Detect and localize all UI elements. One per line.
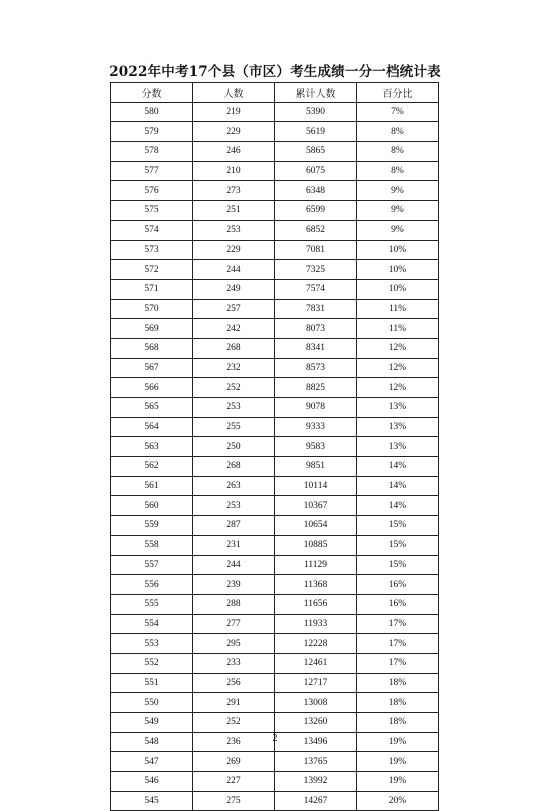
column-header-percent: 百分比 — [357, 83, 439, 103]
cell-score: 579 — [111, 122, 193, 142]
table-row — [111, 122, 439, 142]
cell-percent: 8% — [357, 161, 439, 181]
cell-score: 545 — [111, 791, 193, 811]
cell-percent: 10% — [357, 260, 439, 280]
cell-cumulative: 10367 — [275, 496, 357, 516]
table-row — [111, 772, 439, 792]
cell-percent: 9% — [357, 181, 439, 201]
table-row — [111, 594, 439, 614]
cell-count: 253 — [193, 398, 275, 418]
cell-score: 578 — [111, 142, 193, 162]
cell-percent: 14% — [357, 496, 439, 516]
cell-score: 568 — [111, 338, 193, 358]
cell-count: 236 — [193, 732, 275, 752]
cell-percent: 13% — [357, 437, 439, 457]
cell-score: 560 — [111, 496, 193, 516]
cell-count: 244 — [193, 555, 275, 575]
cell-score: 559 — [111, 516, 193, 536]
cell-score: 574 — [111, 220, 193, 240]
cell-percent: 13% — [357, 398, 439, 418]
cell-score: 563 — [111, 437, 193, 457]
cell-percent: 19% — [357, 752, 439, 772]
cell-cumulative: 14267 — [275, 791, 357, 811]
cell-score: 553 — [111, 634, 193, 654]
table-row — [111, 713, 439, 733]
cell-count: 250 — [193, 437, 275, 457]
cell-score: 580 — [111, 102, 193, 122]
cell-percent: 7% — [357, 102, 439, 122]
cell-percent: 17% — [357, 653, 439, 673]
cell-score: 562 — [111, 457, 193, 477]
cell-score: 576 — [111, 181, 193, 201]
table-row — [111, 181, 439, 201]
cell-percent: 13% — [357, 417, 439, 437]
cell-score: 547 — [111, 752, 193, 772]
cell-cumulative: 7831 — [275, 299, 357, 319]
table-row — [111, 634, 439, 654]
cell-cumulative: 6852 — [275, 220, 357, 240]
table-row — [111, 378, 439, 398]
cell-score: 556 — [111, 575, 193, 595]
cell-cumulative: 11368 — [275, 575, 357, 595]
cell-percent: 11% — [357, 319, 439, 339]
cell-percent: 17% — [357, 634, 439, 654]
cell-count: 287 — [193, 516, 275, 536]
cell-count: 231 — [193, 535, 275, 555]
cell-cumulative: 10114 — [275, 476, 357, 496]
cell-cumulative: 11933 — [275, 614, 357, 634]
cell-count: 269 — [193, 752, 275, 772]
cell-count: 242 — [193, 319, 275, 339]
column-header-score: 分数 — [111, 83, 193, 103]
cell-score: 554 — [111, 614, 193, 634]
cell-count: 295 — [193, 634, 275, 654]
cell-percent: 16% — [357, 594, 439, 614]
cell-percent: 14% — [357, 457, 439, 477]
cell-count: 229 — [193, 122, 275, 142]
cell-score: 577 — [111, 161, 193, 181]
table-row — [111, 142, 439, 162]
score-distribution-table — [110, 82, 439, 811]
cell-percent: 17% — [357, 614, 439, 634]
table-row — [111, 161, 439, 181]
table-row — [111, 575, 439, 595]
cell-percent: 15% — [357, 535, 439, 555]
table-row — [111, 791, 439, 811]
cell-count: 253 — [193, 496, 275, 516]
cell-cumulative: 10885 — [275, 535, 357, 555]
cell-cumulative: 12461 — [275, 653, 357, 673]
column-header-count: 人数 — [193, 83, 275, 103]
cell-percent: 19% — [357, 772, 439, 792]
table-row — [111, 102, 439, 122]
cell-percent: 14% — [357, 476, 439, 496]
cell-percent: 9% — [357, 201, 439, 221]
cell-cumulative: 8825 — [275, 378, 357, 398]
table-row — [111, 752, 439, 772]
cell-count: 232 — [193, 358, 275, 378]
table-row — [111, 496, 439, 516]
cell-percent: 8% — [357, 122, 439, 142]
cell-cumulative: 8573 — [275, 358, 357, 378]
cell-cumulative: 5619 — [275, 122, 357, 142]
cell-count: 256 — [193, 673, 275, 693]
table-row — [111, 319, 439, 339]
cell-cumulative: 13008 — [275, 693, 357, 713]
table-row — [111, 437, 439, 457]
cell-count: 219 — [193, 102, 275, 122]
cell-score: 549 — [111, 713, 193, 733]
table-row — [111, 614, 439, 634]
cell-cumulative: 9583 — [275, 437, 357, 457]
cell-cumulative: 8073 — [275, 319, 357, 339]
cell-cumulative: 7325 — [275, 260, 357, 280]
table-row — [111, 555, 439, 575]
cell-count: 255 — [193, 417, 275, 437]
cell-percent: 18% — [357, 693, 439, 713]
cell-cumulative: 11129 — [275, 555, 357, 575]
cell-cumulative: 9333 — [275, 417, 357, 437]
cell-cumulative: 11656 — [275, 594, 357, 614]
cell-score: 550 — [111, 693, 193, 713]
cell-count: 244 — [193, 260, 275, 280]
table-body — [111, 102, 439, 811]
table-row — [111, 201, 439, 221]
cell-count: 273 — [193, 181, 275, 201]
cell-count: 291 — [193, 693, 275, 713]
cell-count: 210 — [193, 161, 275, 181]
cell-score: 548 — [111, 732, 193, 752]
cell-cumulative: 13496 — [275, 732, 357, 752]
table-row — [111, 457, 439, 477]
cell-cumulative: 13765 — [275, 752, 357, 772]
cell-count: 277 — [193, 614, 275, 634]
table-row — [111, 279, 439, 299]
cell-count: 252 — [193, 713, 275, 733]
table-row — [111, 476, 439, 496]
cell-cumulative: 13992 — [275, 772, 357, 792]
cell-score: 546 — [111, 772, 193, 792]
table-header-row — [111, 83, 439, 103]
cell-cumulative: 9078 — [275, 398, 357, 418]
cell-cumulative: 9851 — [275, 457, 357, 477]
cell-count: 268 — [193, 338, 275, 358]
cell-percent: 15% — [357, 555, 439, 575]
cell-percent: 18% — [357, 713, 439, 733]
table-row — [111, 240, 439, 260]
cell-percent: 18% — [357, 673, 439, 693]
cell-count: 239 — [193, 575, 275, 595]
table-row — [111, 220, 439, 240]
cell-score: 569 — [111, 319, 193, 339]
cell-percent: 12% — [357, 338, 439, 358]
cell-count: 252 — [193, 378, 275, 398]
column-header-cumulative: 累计人数 — [275, 83, 357, 103]
cell-count: 246 — [193, 142, 275, 162]
cell-score: 570 — [111, 299, 193, 319]
table-row — [111, 299, 439, 319]
cell-score: 558 — [111, 535, 193, 555]
cell-count: 263 — [193, 476, 275, 496]
table-row — [111, 358, 439, 378]
cell-count: 229 — [193, 240, 275, 260]
cell-percent: 10% — [357, 279, 439, 299]
cell-score: 575 — [111, 201, 193, 221]
cell-count: 257 — [193, 299, 275, 319]
cell-cumulative: 7574 — [275, 279, 357, 299]
cell-score: 564 — [111, 417, 193, 437]
cell-count: 253 — [193, 220, 275, 240]
cell-percent: 16% — [357, 575, 439, 595]
cell-cumulative: 10654 — [275, 516, 357, 536]
cell-cumulative: 13260 — [275, 713, 357, 733]
cell-score: 557 — [111, 555, 193, 575]
cell-cumulative: 6599 — [275, 201, 357, 221]
cell-percent: 20% — [357, 791, 439, 811]
cell-cumulative: 5390 — [275, 102, 357, 122]
cell-cumulative: 12717 — [275, 673, 357, 693]
page-number: 2 — [272, 733, 278, 744]
cell-percent: 10% — [357, 240, 439, 260]
table-row — [111, 260, 439, 280]
cell-count: 249 — [193, 279, 275, 299]
cell-count: 251 — [193, 201, 275, 221]
cell-score: 567 — [111, 358, 193, 378]
cell-score: 566 — [111, 378, 193, 398]
page-title: 2022年中考17个县（市区）考生成绩一分一档统计表 — [109, 64, 441, 80]
cell-cumulative: 6348 — [275, 181, 357, 201]
cell-cumulative: 6075 — [275, 161, 357, 181]
cell-score: 573 — [111, 240, 193, 260]
cell-cumulative: 12228 — [275, 634, 357, 654]
cell-count: 275 — [193, 791, 275, 811]
cell-count: 233 — [193, 653, 275, 673]
cell-score: 572 — [111, 260, 193, 280]
cell-score: 561 — [111, 476, 193, 496]
cell-cumulative: 7081 — [275, 240, 357, 260]
cell-cumulative: 8341 — [275, 338, 357, 358]
table-row — [111, 516, 439, 536]
table-row — [111, 653, 439, 673]
cell-count: 268 — [193, 457, 275, 477]
cell-percent: 12% — [357, 358, 439, 378]
cell-score: 565 — [111, 398, 193, 418]
cell-percent: 9% — [357, 220, 439, 240]
table-row — [111, 535, 439, 555]
cell-score: 571 — [111, 279, 193, 299]
table-row — [111, 693, 439, 713]
table-row — [111, 673, 439, 693]
cell-percent: 15% — [357, 516, 439, 536]
table-row — [111, 417, 439, 437]
cell-score: 555 — [111, 594, 193, 614]
cell-score: 551 — [111, 673, 193, 693]
cell-cumulative: 5865 — [275, 142, 357, 162]
cell-percent: 11% — [357, 299, 439, 319]
cell-percent: 8% — [357, 142, 439, 162]
cell-score: 552 — [111, 653, 193, 673]
cell-count: 227 — [193, 772, 275, 792]
cell-count: 288 — [193, 594, 275, 614]
cell-percent: 19% — [357, 732, 439, 752]
table-row — [111, 398, 439, 418]
cell-percent: 12% — [357, 378, 439, 398]
table-row — [111, 338, 439, 358]
